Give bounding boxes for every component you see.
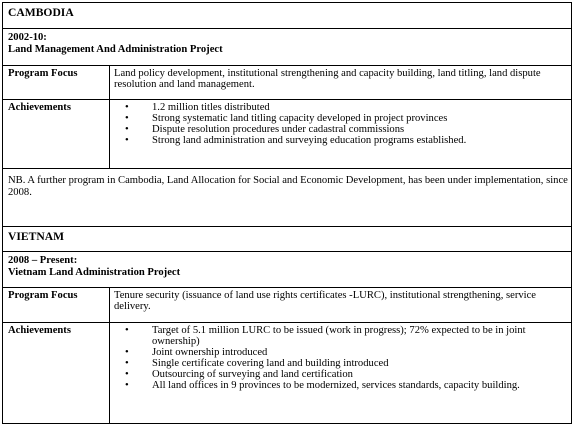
cambodia-note-row xyxy=(3,169,571,227)
vietnam-period: 2008 – Present: xyxy=(8,255,78,266)
cambodia-focus-row xyxy=(3,66,571,100)
vietnam-project-title: Vietnam Land Administration Project xyxy=(8,266,181,278)
list-item: • 1.2 million titles distributed xyxy=(114,102,571,113)
vietnam-focus-label: Program Focus xyxy=(3,288,110,322)
cambodia-heading: CAMBODIA xyxy=(8,6,74,19)
list-item: • Strong land administration and surveying education programs established. xyxy=(114,135,571,146)
cambodia-project-row xyxy=(3,29,571,66)
vietnam-achievements-cell xyxy=(110,323,571,424)
list-item: • Single certificate covering land and building introduced xyxy=(114,358,571,369)
list-item: • Dispute resolution procedures under cadastral commissions xyxy=(114,124,571,135)
cambodia-achievements-list xyxy=(114,102,571,146)
cambodia-focus-text: Land policy development, institutional strengthening and capacity building, land titling, land dispute resolution and land management. xyxy=(114,68,541,90)
cambodia-project-title: Land Management And Administration Project xyxy=(8,43,223,55)
vietnam-focus-row xyxy=(3,288,571,323)
vietnam-project-row xyxy=(3,252,571,288)
cambodia-achievements-row xyxy=(3,100,571,169)
vietnam-focus-text: Tenure security (issuance of land use rights certificates -LURC), institutional strengthening, service delivery. xyxy=(114,290,537,312)
cambodia-achievements-cell xyxy=(110,100,571,168)
vietnam-project-cell xyxy=(3,252,571,287)
cambodia-focus-label: Program Focus xyxy=(3,66,110,99)
vietnam-achievements-list xyxy=(114,325,571,391)
list-item: • Strong systematic land titling capacity developed in project provinces xyxy=(114,113,571,124)
vietnam-heading-row xyxy=(3,227,571,252)
list-item: • Outsourcing of surveying and land certification xyxy=(114,369,571,380)
vietnam-achievements-label: Achievements xyxy=(3,323,110,424)
vietnam-heading: VIETNAM xyxy=(8,230,65,243)
country-programs-table xyxy=(2,2,572,424)
cambodia-project-cell xyxy=(3,29,571,65)
cambodia-achievements-label: Achievements xyxy=(3,100,110,168)
cambodia-note: NB. A further program in Cambodia, Land Allocation for Social and Economic Development, has been under implementation, since 2008. xyxy=(8,175,568,198)
cambodia-heading-row xyxy=(3,3,571,29)
list-item: • Target of 5.1 million LURC to be issued (work in progress); 72% expected to be in joint ownership) xyxy=(114,325,571,347)
list-item: • All land offices in 9 provinces to be modernized, services standards, capacity building. xyxy=(114,380,571,391)
vietnam-achievements-row xyxy=(3,323,571,424)
list-item: • Joint ownership introduced xyxy=(114,347,571,358)
cambodia-period: 2002-10: xyxy=(8,32,47,43)
